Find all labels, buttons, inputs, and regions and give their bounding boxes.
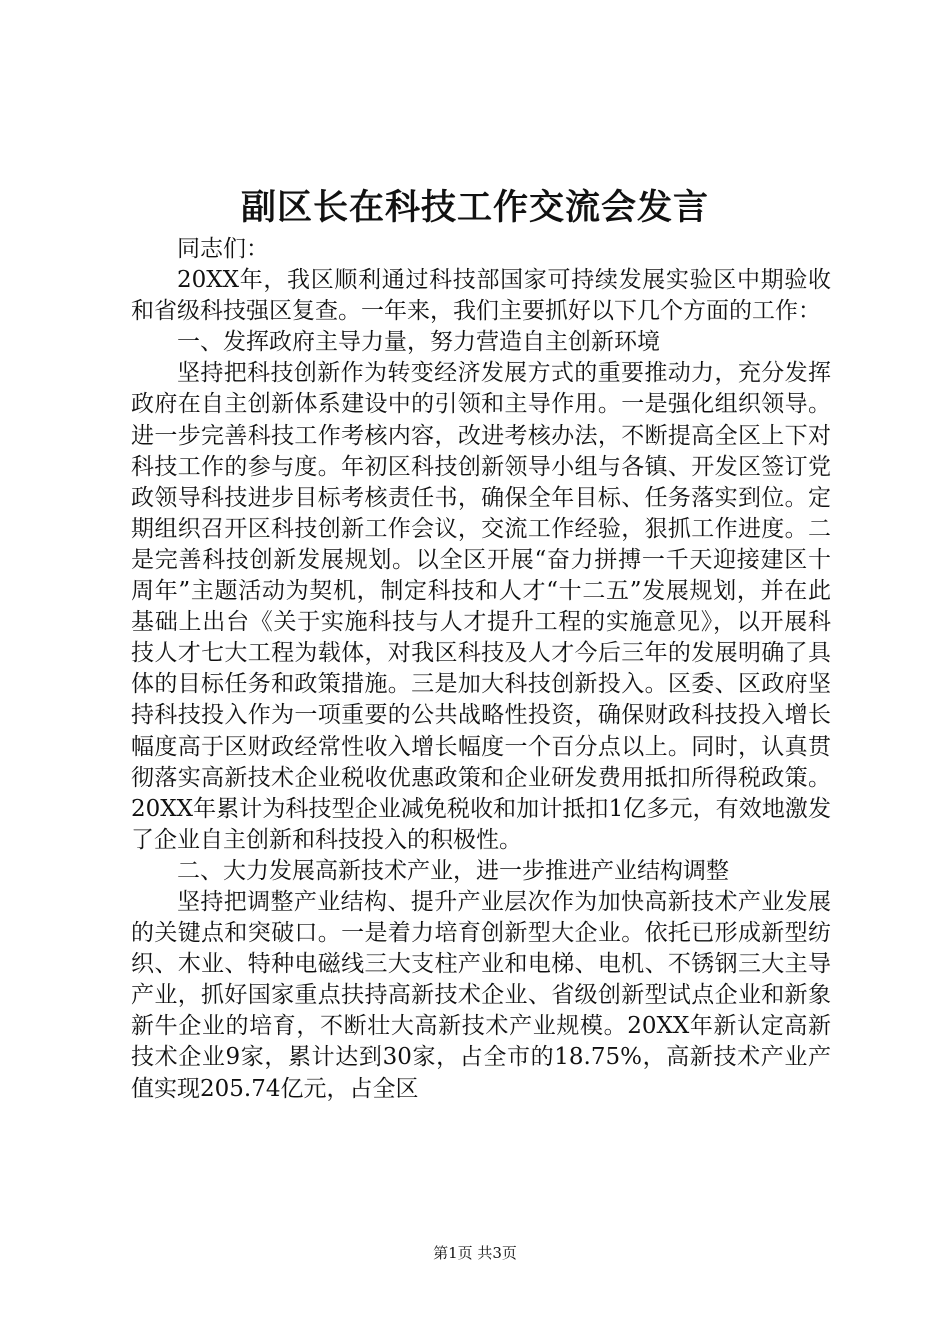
document-title: 副区长在科技工作交流会发言 <box>240 187 709 228</box>
section-heading-2: 二、大力发展高新技术产业，进一步推进产业结构调整 <box>177 857 729 884</box>
salutation: 同志们： <box>177 236 269 262</box>
intro-paragraph: 20XX年，我区顺利通过科技部国家可持续发展实验区中期验收和省级科技强区复查。一年来，我们主要抓好以下几个方面的工作： <box>131 267 831 325</box>
page-footer: 第1页 共3页 <box>433 1244 517 1262</box>
document-body <box>131 234 831 1105</box>
section-heading-1: 一、发挥政府主导力量，努力营造自主创新环境 <box>177 329 660 356</box>
section-paragraph-2: 坚持把调整产业结构、提升产业层次作为加快高新技术产业发展的关键点和突破口。一是着力培育创新型大企业。依托已形成新型纺织、木业、特种电磁线三大支柱产业和电梯、电机、不锈钢三大主导产业，抓好国家重点扶持高新技术企业、省级创新型试点企业和新象新牛企业的培育，不断壮大高新技术产业规模。20XX年新认定高新技术企业9家，累计达到30家，占全市的18.75%，高新技术产业产值实现205.74亿元，占全区 <box>131 888 831 1102</box>
section-paragraph-1: 坚持把科技创新作为转变经济发展方式的重要推动力，充分发挥政府在自主创新体系建设中的引领和主导作用。一是强化组织领导。进一步完善科技工作考核内容，改进考核办法，不断提高全区上下对科技工作的参与度。年初区科技创新领导小组与各镇、开发区签订党政领导科技进步目标考核责任书，确保全年目标、任务落实到位。定期组织召开区科技创新工作会议，交流工作经验，狠抓工作进度。二是完善科技创新发展规划。以全区开展“奋力拼搏一千天迎接建区十周年”主题活动为契机，制定科技和人才“十二五”发展规划，并在此基础上出台《关于实施科技与人才提升工程的实施意见》，以开展科技人才七大工程为载体，对我区科技及人才今后三年的发展明确了具体的目标任务和政策措施。三是加大科技创新投入。区委、区政府坚持科技投入作为一项重要的公共战略性投资，确保财政科技投入增长幅度高于区财政经常性收入增长幅度一个百分点以上。同时，认真贯彻落实高新技术企业税收优惠政策和企业研发费用抵扣所得税政策。20XX年累计为科技型企业减免税收和加计抵扣1亿多元，有效地激发了企业自主创新和科技投入的积极性。 <box>131 360 831 853</box>
